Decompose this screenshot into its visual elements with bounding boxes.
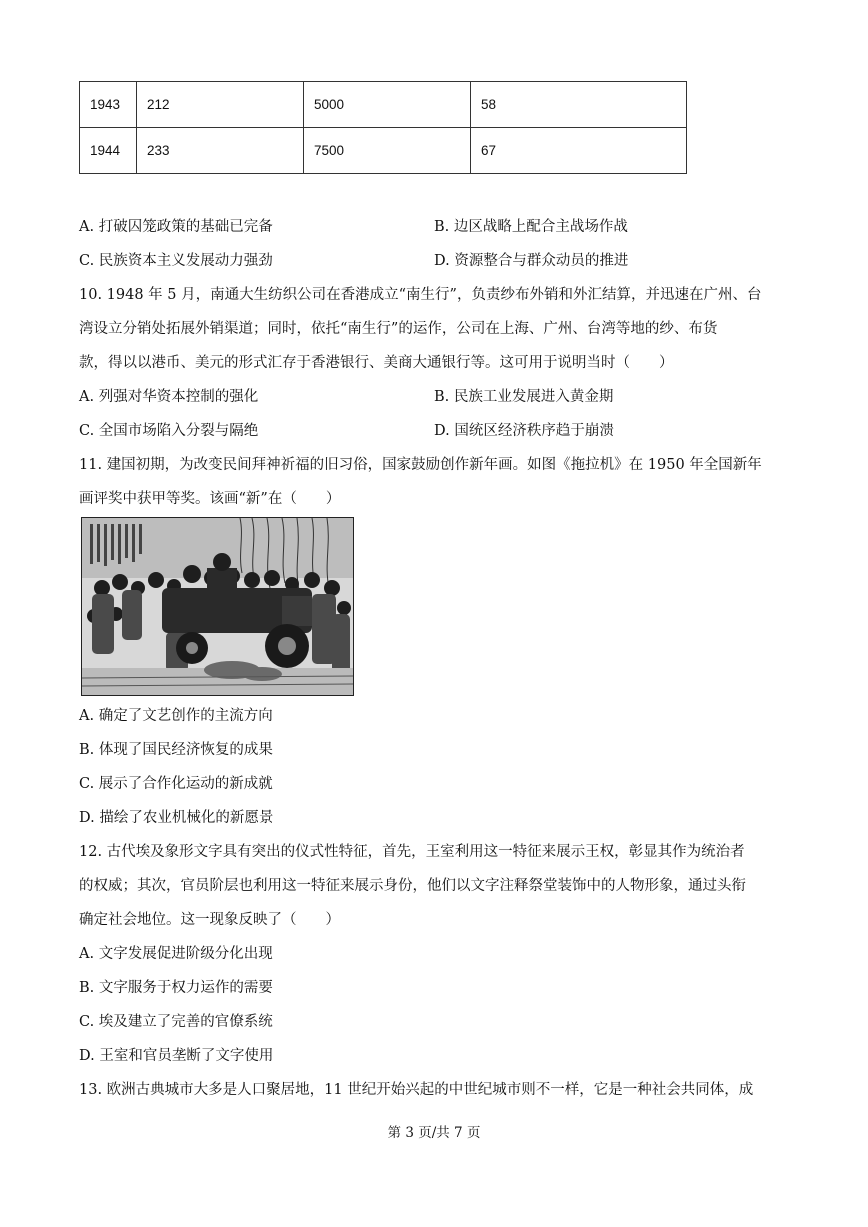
q10-stem-line-2: 湾设立分销处拓展外销渠道；同时，依托“南生行”的运作，公司在上海、广州、台湾等地的纱、布货	[79, 321, 718, 337]
q11-stem-line-1: 11. 建国初期，为改变民间拜神祈福的旧习俗，国家鼓励创作新年画。如图《拖拉机》在 1950 年全国新年	[79, 457, 762, 473]
q10-option-c: C. 全国市场陷入分裂与隔绝	[79, 423, 259, 439]
tractor-painting-image	[81, 517, 354, 696]
table-row	[80, 82, 687, 128]
tractor-painting-illustration	[82, 518, 353, 695]
table-cell: 58	[471, 82, 687, 128]
data-table	[79, 81, 687, 174]
page-footer: 第 3 页/共 7 页	[387, 1125, 481, 1141]
table-cell: 212	[137, 82, 304, 128]
q10-stem-line-3: 款，得以以港币、美元的形式汇存于香港银行、美商大通银行等。这可用于说明当时（ ）	[79, 355, 674, 371]
q11-option-d: D. 描绘了农业机械化的新愿景	[79, 810, 274, 826]
table-row	[80, 128, 687, 174]
q10-stem-line-1: 10. 1948 年 5 月，南通大生纺织公司在香港成立“南生行”，负责纱布外销和外汇结算，并迅速在广州、台	[79, 287, 762, 303]
q12-option-a: A. 文字发展促进阶级分化出现	[79, 946, 273, 962]
q11-option-a: A. 确定了文艺创作的主流方向	[79, 708, 273, 724]
table-cell: 5000	[304, 82, 471, 128]
table-cell: 1943	[80, 82, 137, 128]
q9-option-c: C. 民族资本主义发展动力强劲	[79, 253, 273, 269]
q9-option-d: D. 资源整合与群众动员的推进	[434, 253, 629, 269]
q12-stem-line-3: 确定社会地位。这一现象反映了（ ）	[79, 912, 340, 928]
q11-option-b: B. 体现了国民经济恢复的成果	[79, 742, 273, 758]
table-cell: 67	[471, 128, 687, 174]
q12-option-d: D. 王室和官员垄断了文字使用	[79, 1048, 274, 1064]
q10-option-d: D. 国统区经济秩序趋于崩溃	[434, 423, 614, 439]
q10-option-a: A. 列强对华资本控制的强化	[79, 389, 259, 405]
table-cell: 7500	[304, 128, 471, 174]
q9-option-b: B. 边区战略上配合主战场作战	[434, 219, 628, 235]
table-cell: 1944	[80, 128, 137, 174]
q11-option-c: C. 展示了合作化运动的新成就	[79, 776, 273, 792]
q12-stem-line-1: 12. 古代埃及象形文字具有突出的仪式性特征，首先，王室利用这一特征来展示王权，彰显其作为统治者	[79, 844, 745, 860]
q11-stem-line-2: 画评奖中获甲等奖。该画“新”在（ ）	[79, 491, 341, 507]
q12-option-b: B. 文字服务于权力运作的需要	[79, 980, 273, 996]
q9-option-a: A. 打破囚笼政策的基础已完备	[79, 219, 273, 235]
q12-option-c: C. 埃及建立了完善的官僚系统	[79, 1014, 273, 1030]
q10-option-b: B. 民族工业发展进入黄金期	[434, 389, 614, 405]
table-cell: 233	[137, 128, 304, 174]
q12-stem-line-2: 的权威；其次，官员阶层也利用这一特征来展示身份，他们以文字注释祭堂装饰中的人物形象，通过头衔	[79, 878, 746, 894]
q13-stem-line-1: 13. 欧洲古典城市大多是人口聚居地，11 世纪开始兴起的中世纪城市则不一样，它是一种社会共同体，成	[79, 1082, 754, 1098]
